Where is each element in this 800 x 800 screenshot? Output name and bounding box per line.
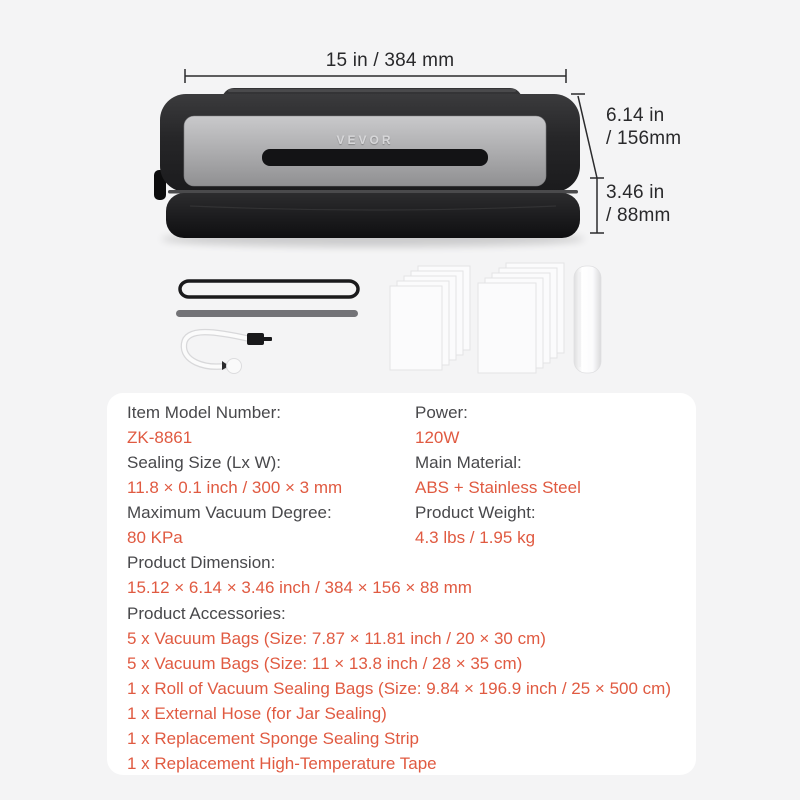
spec-value: ABS + Stainless Steel bbox=[415, 478, 581, 497]
height-dimension-line1: 3.46 in bbox=[606, 182, 665, 203]
spec-value: 11.8 × 0.1 inch / 300 × 3 mm bbox=[127, 478, 343, 497]
brand-logo: VEVOR bbox=[336, 133, 394, 147]
spec-product-accessories bbox=[127, 601, 671, 776]
spec-label: Product Weight: bbox=[415, 503, 536, 522]
spec-column-right bbox=[415, 400, 581, 550]
accessory-item: 1 x Replacement Sponge Sealing Strip bbox=[127, 729, 420, 748]
accessories bbox=[176, 263, 601, 374]
spec-value: 15.12 × 6.14 × 3.46 inch / 384 × 156 × 88 mm bbox=[127, 578, 472, 597]
spec-label: Maximum Vacuum Degree: bbox=[127, 503, 332, 522]
spec-value: ZK-8861 bbox=[127, 428, 193, 447]
spec-card bbox=[107, 393, 696, 775]
accessory-item: 1 x External Hose (for Jar Sealing) bbox=[127, 704, 387, 723]
height-dimension-line bbox=[590, 178, 604, 233]
spec-label: Product Dimension: bbox=[127, 553, 276, 572]
accessory-item: 5 x Vacuum Bags (Size: 11 × 13.8 inch / 28 × 35 cm) bbox=[127, 654, 523, 673]
spec-label: Sealing Size (Lx W): bbox=[127, 453, 281, 472]
accessory-item: 1 x Roll of Vacuum Sealing Bags (Size: 9.84 × 196.9 inch / 25 × 500 cm) bbox=[127, 679, 671, 698]
vacuum-bag-stack-large-icon bbox=[478, 263, 564, 373]
vacuum-sealer-device bbox=[154, 88, 585, 247]
height-dimension-label bbox=[606, 181, 671, 227]
vacuum-bag-stack-small-icon bbox=[390, 266, 470, 370]
depth-dimension-line2: / 156mm bbox=[606, 128, 682, 149]
seal-slot bbox=[262, 149, 488, 166]
external-hose-icon bbox=[184, 332, 272, 373]
spec-label: Power: bbox=[415, 403, 468, 422]
vacuum-bag-roll-icon bbox=[574, 266, 601, 373]
sponge-sealing-strip-icon bbox=[176, 310, 358, 317]
spec-label: Main Material: bbox=[415, 453, 522, 472]
width-dimension-label: 15 in / 384 mm bbox=[325, 50, 455, 71]
height-dimension-line2: / 88mm bbox=[606, 205, 671, 226]
spec-product-dimension bbox=[127, 550, 472, 600]
accessory-item: 5 x Vacuum Bags (Size: 7.87 × 11.81 inch / 20 × 30 cm) bbox=[127, 629, 546, 648]
spec-column-left bbox=[127, 400, 342, 550]
device-base bbox=[166, 193, 580, 238]
depth-dimension-line1: 6.14 in bbox=[606, 105, 665, 126]
spec-label: Item Model Number: bbox=[127, 403, 281, 422]
high-temperature-tape-icon bbox=[180, 281, 358, 297]
accessory-item: 1 x Replacement High-Temperature Tape bbox=[127, 754, 437, 773]
lid-base-seam bbox=[168, 190, 578, 194]
spec-value: 4.3 lbs / 1.95 kg bbox=[415, 528, 536, 547]
spec-value: 120W bbox=[415, 428, 460, 447]
spec-label: Product Accessories: bbox=[127, 604, 286, 623]
spec-value: 80 KPa bbox=[127, 528, 183, 547]
depth-dimension-label bbox=[606, 104, 681, 150]
